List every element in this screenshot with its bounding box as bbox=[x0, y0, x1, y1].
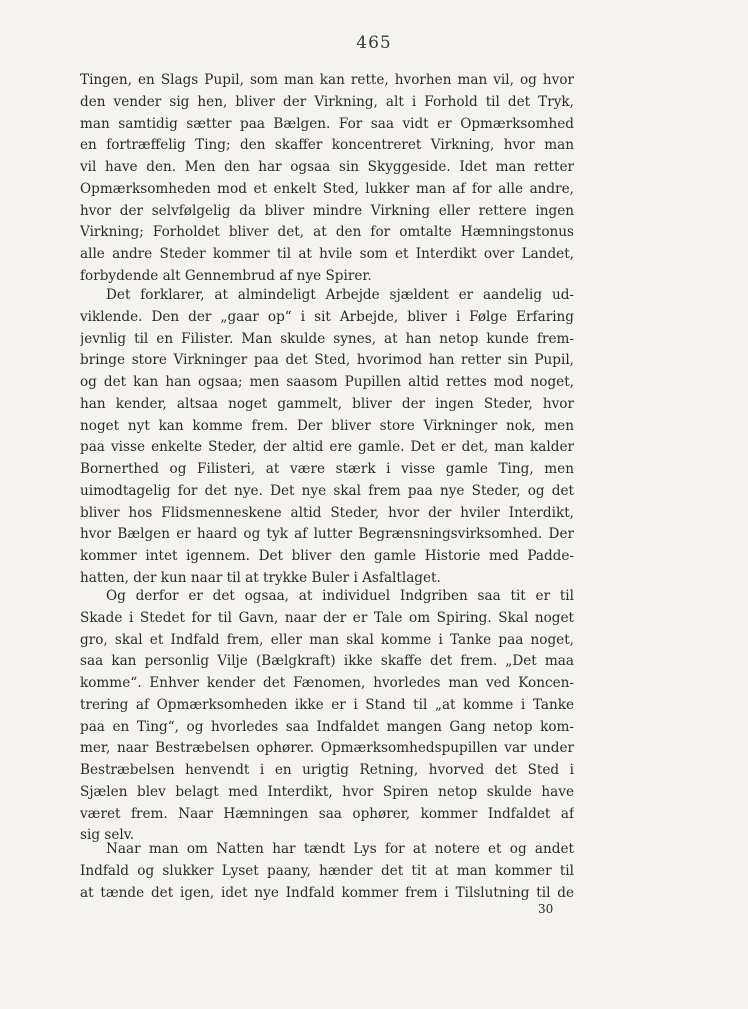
text-line: hvor der selvfølgelig da bliver mindre Virkning eller rettere ingen bbox=[80, 202, 574, 219]
text-line: bliver hos Flidsmenneskene altid Steder, hvor der hviler Interdikt, bbox=[80, 504, 574, 521]
text-line: vil have den. Men den har ogsaa sin Skyggeside. Idet man retter bbox=[80, 159, 574, 175]
text-line: hvor Bælgen er haard og tyk af lutter Begrænsningsvirksomhed. Der bbox=[80, 526, 574, 543]
text-line: Indfald og slukker Lyset paany, hænder det tit at man kommer til bbox=[80, 862, 574, 879]
text-line: viklende. Den der „gaar op“ i sit Arbejde, bliver i Følge Erfaring bbox=[80, 308, 574, 325]
page-number: 465 bbox=[356, 33, 392, 53]
text-line: gro, skal et Indfald frem, eller man skal komme i Tanke paa noget, bbox=[80, 631, 574, 648]
printer-signature-mark: 30 bbox=[538, 902, 554, 916]
text-line: alle andre Steder kommer til at hvile som et Interdikt over Landet, bbox=[80, 246, 574, 262]
text-line: en fortræffelig Ting; den skaffer koncentreret Virkning, hvor man bbox=[80, 137, 574, 154]
text-line: jevnlig til en Filister. Man skulde synes, at han netop kunde frem- bbox=[80, 330, 574, 347]
text-line: sig selv. bbox=[80, 827, 135, 844]
text-line: Opmærksomheden mod et enkelt Sted, lukker man af for alle andre, bbox=[80, 180, 574, 197]
text-line: Tingen, en Slags Pupil, som man kan rette, hvorhen man vil, og hvor bbox=[80, 72, 574, 88]
text-line: Naar man om Natten har tændt Lys for at notere et og andet bbox=[106, 841, 574, 857]
paragraph-3 bbox=[80, 586, 574, 847]
text-line: Bornerthed og Filisteri, at være stærk i visse gamle Ting, men bbox=[80, 461, 574, 477]
text-line: paa visse enkelte Steder, der altid ere gamle. Det er det, man kalder bbox=[80, 439, 574, 456]
text-line: man samtidig sætter paa Bælgen. For saa vidt er Opmærksomhed bbox=[80, 115, 574, 132]
text-line: Skade i Stedet for til Gavn, naar der er Tale om Spiring. Skal noget bbox=[80, 609, 574, 626]
text-line: han kender, altsaa noget gammelt, bliver der ingen Steder, hvor bbox=[80, 395, 574, 412]
text-line: saa kan personlig Vilje (Bælgkraft) ikke skaffe det frem. „Det maa bbox=[80, 653, 574, 670]
text-line: bringe store Virkninger paa det Sted, hvorimod han retter sin Pupil, bbox=[80, 352, 574, 369]
text-line: været frem. Naar Hæmningen saa ophører, kommer Indfaldet af bbox=[80, 805, 574, 822]
text-line: og det kan han ogsaa; men saasom Pupillen altid rettes mod noget, bbox=[80, 374, 574, 390]
paragraph-1 bbox=[80, 70, 574, 288]
text-line: trering af Opmærksomheden ikke er i Stand til „at komme i Tanke bbox=[80, 696, 574, 713]
text-line: Bestræbelsen henvendt i en urigtig Retning, hvorved det Sted i bbox=[80, 762, 574, 778]
text-line: forbydende alt Gennembrud af nye Spirer. bbox=[80, 267, 372, 284]
paragraph-4 bbox=[80, 839, 574, 904]
paragraph-2 bbox=[80, 285, 574, 590]
text-line: noget nyt kan komme frem. Der bliver store Virkninger nok, men bbox=[80, 417, 574, 434]
text-line: komme“. Enhver kender det Fænomen, hvorledes man ved Koncen- bbox=[80, 675, 574, 691]
text-line: Og derfor er det ogsaa, at individuel Indgriben saa tit er til bbox=[106, 588, 574, 604]
text-line: uimodtagelig for det nye. Det nye skal frem paa nye Steder, og det bbox=[80, 482, 574, 499]
text-line: at tænde det igen, idet nye Indfald kommer frem i Tilslutning til de bbox=[80, 884, 574, 901]
text-line: den vender sig hen, bliver der Virkning, alt i Forhold til det Tryk, bbox=[80, 93, 574, 110]
text-line: Det forklarer, at almindeligt Arbejde sjældent er aandelig ud- bbox=[106, 287, 574, 303]
text-line: hatten, der kun naar til at trykke Buler i Asfaltlaget. bbox=[80, 569, 441, 586]
text-line: mer, naar Bestræbelsen ophører. Opmærksomhedspupillen var under bbox=[80, 740, 574, 757]
text-line: paa en Ting“, og hvorledes saa Indfaldet mangen Gang netop kom- bbox=[80, 718, 574, 735]
text-line: Sjælen blev belagt med Interdikt, hvor Spiren netop skulde have bbox=[80, 783, 574, 800]
text-line: Virkning; Forholdet bliver det, at den for omtalte Hæmningstonus bbox=[80, 224, 574, 241]
text-line: kommer intet igennem. Det bliver den gamle Historie med Padde- bbox=[80, 548, 574, 564]
